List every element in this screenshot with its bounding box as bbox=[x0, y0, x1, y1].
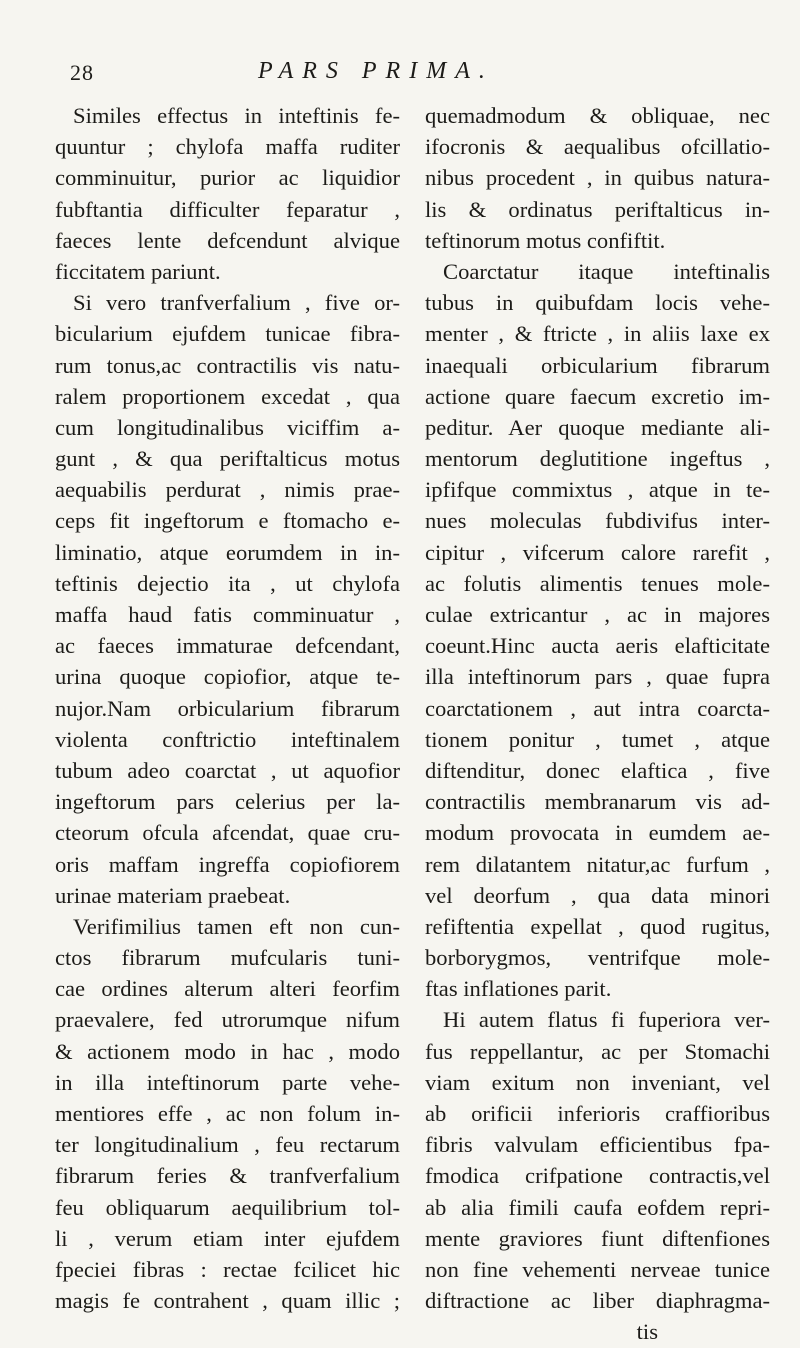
text-line: gunt , & qua periftalticus motus bbox=[55, 446, 400, 472]
text-line: quuntur ; chylofa maffa ruditer bbox=[55, 134, 400, 160]
text-line: Similes effectus in inteftinis fe- bbox=[73, 103, 400, 128]
text-line: li , verum etiam inter ejufdem bbox=[55, 1225, 400, 1251]
text-line: magis fe contrahent , quam illic ; bbox=[55, 1288, 400, 1314]
text-line: maffa haud fatis comminuatur , bbox=[55, 602, 400, 627]
running-head: PARS PRIMA. bbox=[258, 58, 494, 84]
text-line: viam exitum non inveniant, vel bbox=[425, 1069, 770, 1095]
text-line: peditur. Aer quoque mediante ali- bbox=[425, 414, 770, 440]
text-line: modum provocata in eumdem ae- bbox=[425, 820, 770, 846]
text-line: rum tonus,ac contractilis vis natu- bbox=[55, 352, 400, 378]
text-line: ralem proportionem excedat , qua bbox=[55, 383, 400, 409]
text-line: Si vero tranfverfalium , five or- bbox=[73, 290, 400, 316]
text-line: cae ordines alterum alteri feorfim bbox=[55, 976, 400, 1002]
text-line: comminuitur, purior ac liquidior bbox=[55, 165, 400, 191]
text-line: ter longitudinalium , feu rectarum bbox=[55, 1132, 400, 1158]
text-line: tubus in quibufdam locis vehe- bbox=[425, 290, 770, 316]
text-line: ac faeces immaturae defcendant, bbox=[55, 633, 400, 659]
text-line: faeces lente defcendunt alvique bbox=[55, 227, 400, 253]
text-line: cipitur , vifcerum calore rarefit , bbox=[425, 539, 770, 565]
text-line: contractilis membranarum vis ad- bbox=[425, 789, 770, 815]
text-line: quemadmodum & obliquae, nec bbox=[425, 103, 770, 128]
text-line: oris maffam ingreffa copiofiorem bbox=[55, 851, 400, 877]
text-line: culae extricantur , ac in majores bbox=[425, 602, 770, 627]
text-line: non fine vehementi nerveae tunice bbox=[425, 1256, 770, 1282]
text-line: praevalere, fed utrorumque nifum bbox=[55, 1007, 400, 1033]
text-line: borborygmos, ventrifque mole- bbox=[425, 945, 770, 971]
text-line: teftinis dejectio ita , ut chylofa bbox=[55, 570, 400, 596]
text-line: mentiores effe , ac non folum in- bbox=[55, 1101, 400, 1126]
text-line: fubftantia difficulter feparatur , bbox=[55, 196, 400, 222]
text-line: mente graviores fiunt diftenfiones bbox=[425, 1225, 770, 1251]
text-line: nibus procedent , in quibus natura- bbox=[425, 165, 770, 191]
text-line: teftinorum motus confiftit. bbox=[425, 227, 666, 253]
text-line: Coarctatur itaque inteftinalis bbox=[443, 258, 770, 284]
text-line: bicularium ejufdem tunicae fibra- bbox=[55, 321, 400, 347]
text-line: ctos fibrarum mufcularis tuni- bbox=[55, 945, 400, 971]
text-line: tubum adeo coarctat , ut aquofior bbox=[55, 757, 400, 783]
text-line: Hi autem flatus fi fuperiora ver- bbox=[443, 1007, 770, 1033]
text-line: cum longitudinalibus viciffim a- bbox=[55, 414, 400, 440]
left-text-column bbox=[55, 100, 400, 1316]
text-line: mentorum deglutitione ingeftus , bbox=[425, 446, 770, 472]
text-line: diftractione ac liber diaphragma- bbox=[425, 1288, 770, 1314]
text-line: urinae materiam praebeat. bbox=[55, 882, 291, 908]
text-line: ac folutis alimentis tenues mole- bbox=[425, 570, 770, 596]
text-line: Verifimilius tamen eft non cun- bbox=[73, 913, 400, 939]
text-line: liminatio, atque eorumdem in in- bbox=[55, 539, 400, 565]
text-line: fpeciei fibras : rectae fcilicet hic bbox=[55, 1256, 400, 1282]
text-line: lis & ordinatus periftalticus in- bbox=[425, 196, 770, 222]
text-line: tis bbox=[636, 1319, 658, 1345]
text-line: nujor.Nam orbicularium fibrarum bbox=[55, 695, 400, 721]
text-line: fus reppellantur, ac per Stomachi bbox=[425, 1038, 770, 1064]
text-line: aequabilis perdurat , nimis prae- bbox=[55, 477, 400, 503]
text-line: rem dilatantem nitatur,ac furfum , bbox=[425, 851, 770, 877]
text-line: coeunt.Hinc aucta aeris elafticitate bbox=[425, 633, 770, 659]
text-line: inaequali orbicularium fibrarum bbox=[425, 352, 770, 378]
text-line: cteorum ofcula afcendat, quae cru- bbox=[55, 820, 400, 846]
text-line: coarctationem , aut intra coarcta- bbox=[425, 695, 770, 721]
text-line: fibris valvulam efficientibus fpa- bbox=[425, 1132, 770, 1158]
text-line: illa inteftinorum pars , quae fupra bbox=[425, 664, 770, 690]
text-line: fmodica crifpatione contractis,vel bbox=[425, 1163, 770, 1189]
text-line: ipfifque commixtus , atque in te- bbox=[425, 477, 770, 503]
right-text-column bbox=[425, 100, 770, 1348]
text-line: menter , & ftricte , in aliis laxe ex bbox=[425, 321, 770, 347]
text-line: actione quare faecum excretio im- bbox=[425, 383, 770, 409]
text-line: nues moleculas fubdivifus inter- bbox=[425, 508, 770, 534]
text-line: ab alia fimili caufa eofdem repri- bbox=[425, 1194, 770, 1220]
text-line: ifocronis & aequalibus ofcillatio- bbox=[425, 134, 770, 160]
page-number: 28 bbox=[70, 60, 94, 85]
text-line: fibrarum feries & tranfverfalium bbox=[55, 1163, 400, 1189]
text-line: in illa inteftinorum parte vehe- bbox=[55, 1069, 400, 1095]
text-line: ficcitatem pariunt. bbox=[55, 258, 221, 284]
page-header bbox=[48, 58, 758, 98]
text-line: ftas inflationes parit. bbox=[425, 976, 612, 1002]
text-line: refiftentia expellat , quod rugitus, bbox=[425, 913, 770, 939]
text-line: ab orificii inferioris craffioribus bbox=[425, 1101, 770, 1126]
text-line: & actionem modo in hac , modo bbox=[55, 1038, 400, 1064]
text-line: ingeftorum pars celerius per la- bbox=[55, 789, 400, 815]
text-line: feu obliquarum aequilibrium tol- bbox=[55, 1194, 400, 1220]
text-line: violenta conftrictio inteftinalem bbox=[55, 726, 400, 752]
text-line: ceps fit ingeftorum e ftomacho e- bbox=[55, 508, 400, 534]
text-line: diftenditur, donec elaftica , five bbox=[425, 757, 770, 783]
text-line: vel deorfum , qua data minori bbox=[425, 882, 770, 908]
text-line: tionem ponitur , tumet , atque bbox=[425, 726, 770, 752]
text-line: urina quoque copiofior, atque te- bbox=[55, 664, 400, 690]
